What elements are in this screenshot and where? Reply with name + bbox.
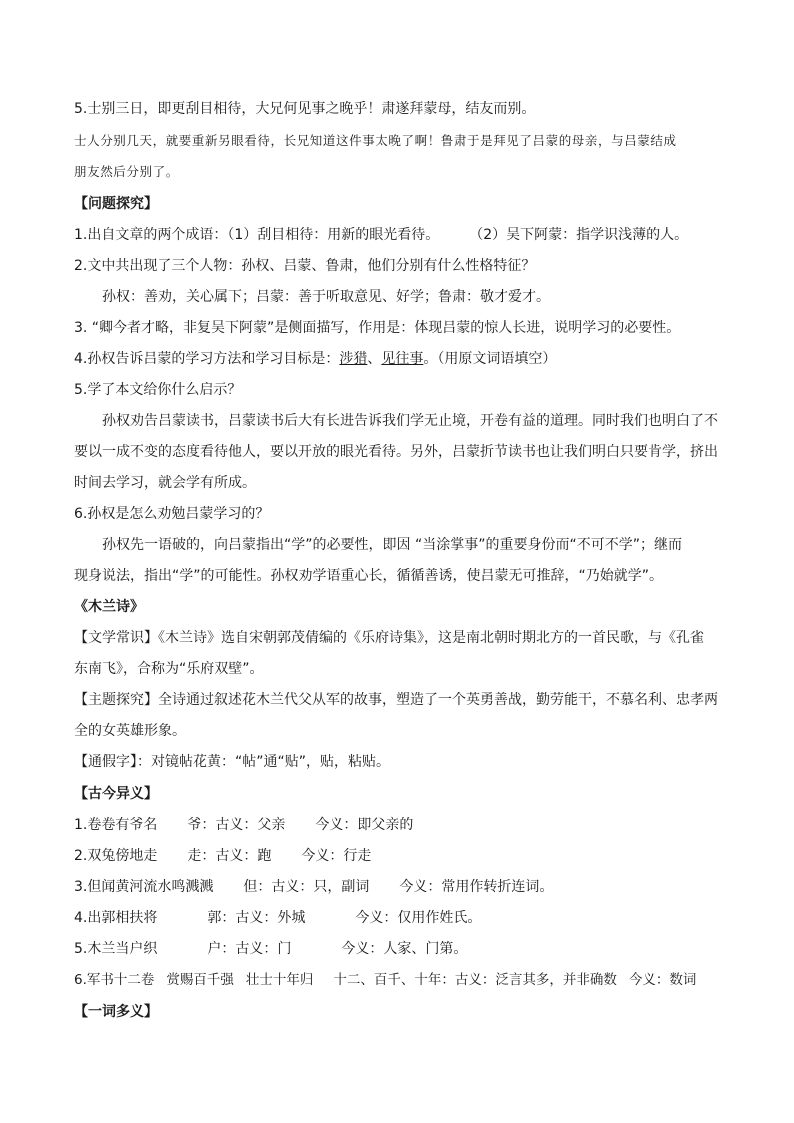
blank-answer: 见往事 [381, 351, 424, 367]
example-phrase: 5.木兰当户织 [74, 941, 158, 957]
answer-line: 孙权劝告吕蒙读书，吕蒙读书后大有长进告诉我们学无止境，开卷有益的道理。同时我们也明白了不 [102, 413, 718, 429]
text-line: 【文学常识】《木兰诗》选自宋朝郭茂倩编的《乐府诗集》，这是南北朝时期北方的一首民歌，与《孔雀 [74, 630, 704, 646]
word-row [74, 846, 371, 866]
modern-meaning: 今义：人家、门第。 [341, 941, 468, 957]
poem-title: 《木兰诗》 [74, 599, 144, 615]
section-heading: 【问题探究】 [74, 196, 158, 212]
example-phrase: 1.卷卷有爷名 [74, 817, 158, 833]
word-row [74, 939, 467, 959]
text-line: 【主题探究】全诗通过叙述花木兰代父从军的故事，塑造了一个英勇善战，勤劳能干，不慕名利、忠孝两 [74, 692, 718, 708]
ancient-meaning: 户：古义：门 [207, 941, 292, 957]
word-row [74, 970, 696, 990]
word-row [74, 908, 481, 928]
ancient-meaning: 但：古义：只，副词 [243, 879, 370, 895]
modern-meaning: 今义：常用作转折连词。 [399, 879, 554, 895]
answer-line: 时间去学习，就会学有所成。 [74, 475, 256, 491]
translation-line: 朋友然后分别了。 [74, 164, 179, 179]
question-line: 3. “卿今者才略，非复吴下阿蒙”是侧面描写，作用是：体现吕蒙的惊人长进，说明学习的必要性。 [74, 320, 681, 336]
text-line: 5.士别三日，即更刮目相待，大兄何见事之晚乎！肃遂拜蒙母，结友而别。 [74, 101, 536, 117]
modern-meaning: 今义：行走 [301, 848, 372, 864]
text-line: 【通假字】：对镜帖花黄：“帖”通“贴”，贴，粘贴。 [74, 754, 391, 770]
ancient-meaning: 郭：古义：外城 [207, 910, 306, 926]
answer-line: 孙权：善劝，关心属下；吕蒙：善于听取意见、好学；鲁肃：敬才爱才。 [102, 289, 550, 305]
modern-meaning: 今义：即父亲的 [315, 817, 414, 833]
question-text: （2）吴下阿蒙：指学识浅薄的人。 [469, 227, 689, 243]
ancient-meaning: 爷：古义：父亲 [187, 817, 286, 833]
question-line: 2.文中共出现了三个人物：孙权、吕蒙、鲁肃，他们分别有什么性格特征？ [74, 258, 536, 274]
separator: 、 [367, 351, 382, 367]
text-line: 全的女英雄形象。 [74, 723, 186, 739]
word-row [74, 877, 553, 897]
question-text: 1.出自文章的两个成语：（1）刮目相待：用新的眼光看待。 [74, 227, 440, 243]
section-heading: 【古今异义】 [74, 786, 158, 802]
example-phrase: 3.但闻黄河流水鸣溅溅 [74, 879, 214, 895]
question-line: 5.学了本文给你什么启示？ [74, 382, 242, 398]
ancient-meaning: 走：古义：跑 [187, 848, 272, 864]
answer-line: 孙权先一语破的，向吕蒙指出“学”的必要性，即因 “当涂掌事”的重要身份而“不可不学”；继而 [102, 537, 682, 553]
answer-line: 要以一成不变的态度看待他人，要以开放的眼光看待。另外，吕蒙折节读书也让我们明白只要肯学，挤出 [74, 444, 718, 460]
example-phrase: 2.双兔傍地走 [74, 848, 158, 864]
modern-meaning: 今义：数词 [628, 972, 697, 988]
question-line [74, 349, 556, 369]
modern-meaning: 今义：仅用作姓氏。 [355, 910, 482, 926]
blank-answer: 涉猎 [339, 351, 368, 367]
word-row [74, 815, 413, 835]
question-line [74, 225, 688, 245]
question-text: 4.孙权告诉吕蒙的学习方法和学习目标是： [74, 351, 340, 367]
example-phrase: 赏赐百千强 [166, 972, 234, 988]
example-phrase: 4.出郭相扶将 [74, 910, 158, 926]
ancient-meaning: 十二、百千、十年：古义：泛言其多，并非确数 [333, 972, 617, 988]
question-line: 6.孙权是怎么劝勉吕蒙学习的？ [74, 506, 270, 522]
section-heading: 【一词多义】 [74, 1004, 158, 1020]
translation-line: 士人分别几天，就要重新另眼看待，长兄知道这件事太晚了啊！鲁肃于是拜见了吕蒙的母亲，与吕蒙结成 [74, 133, 677, 148]
answer-line: 现身说法，指出“学”的可能性。孙权劝学语重心长，循循善诱，使吕蒙无可推辞，“乃始就学”。 [74, 568, 664, 584]
text-line: 东南飞》，合称为“乐府双壁”。 [74, 661, 264, 677]
example-phrase: 6.军书十二卷 [74, 972, 155, 988]
example-phrase: 壮士十年归 [245, 972, 314, 988]
question-text: 。（用原文词语填空） [423, 351, 557, 367]
